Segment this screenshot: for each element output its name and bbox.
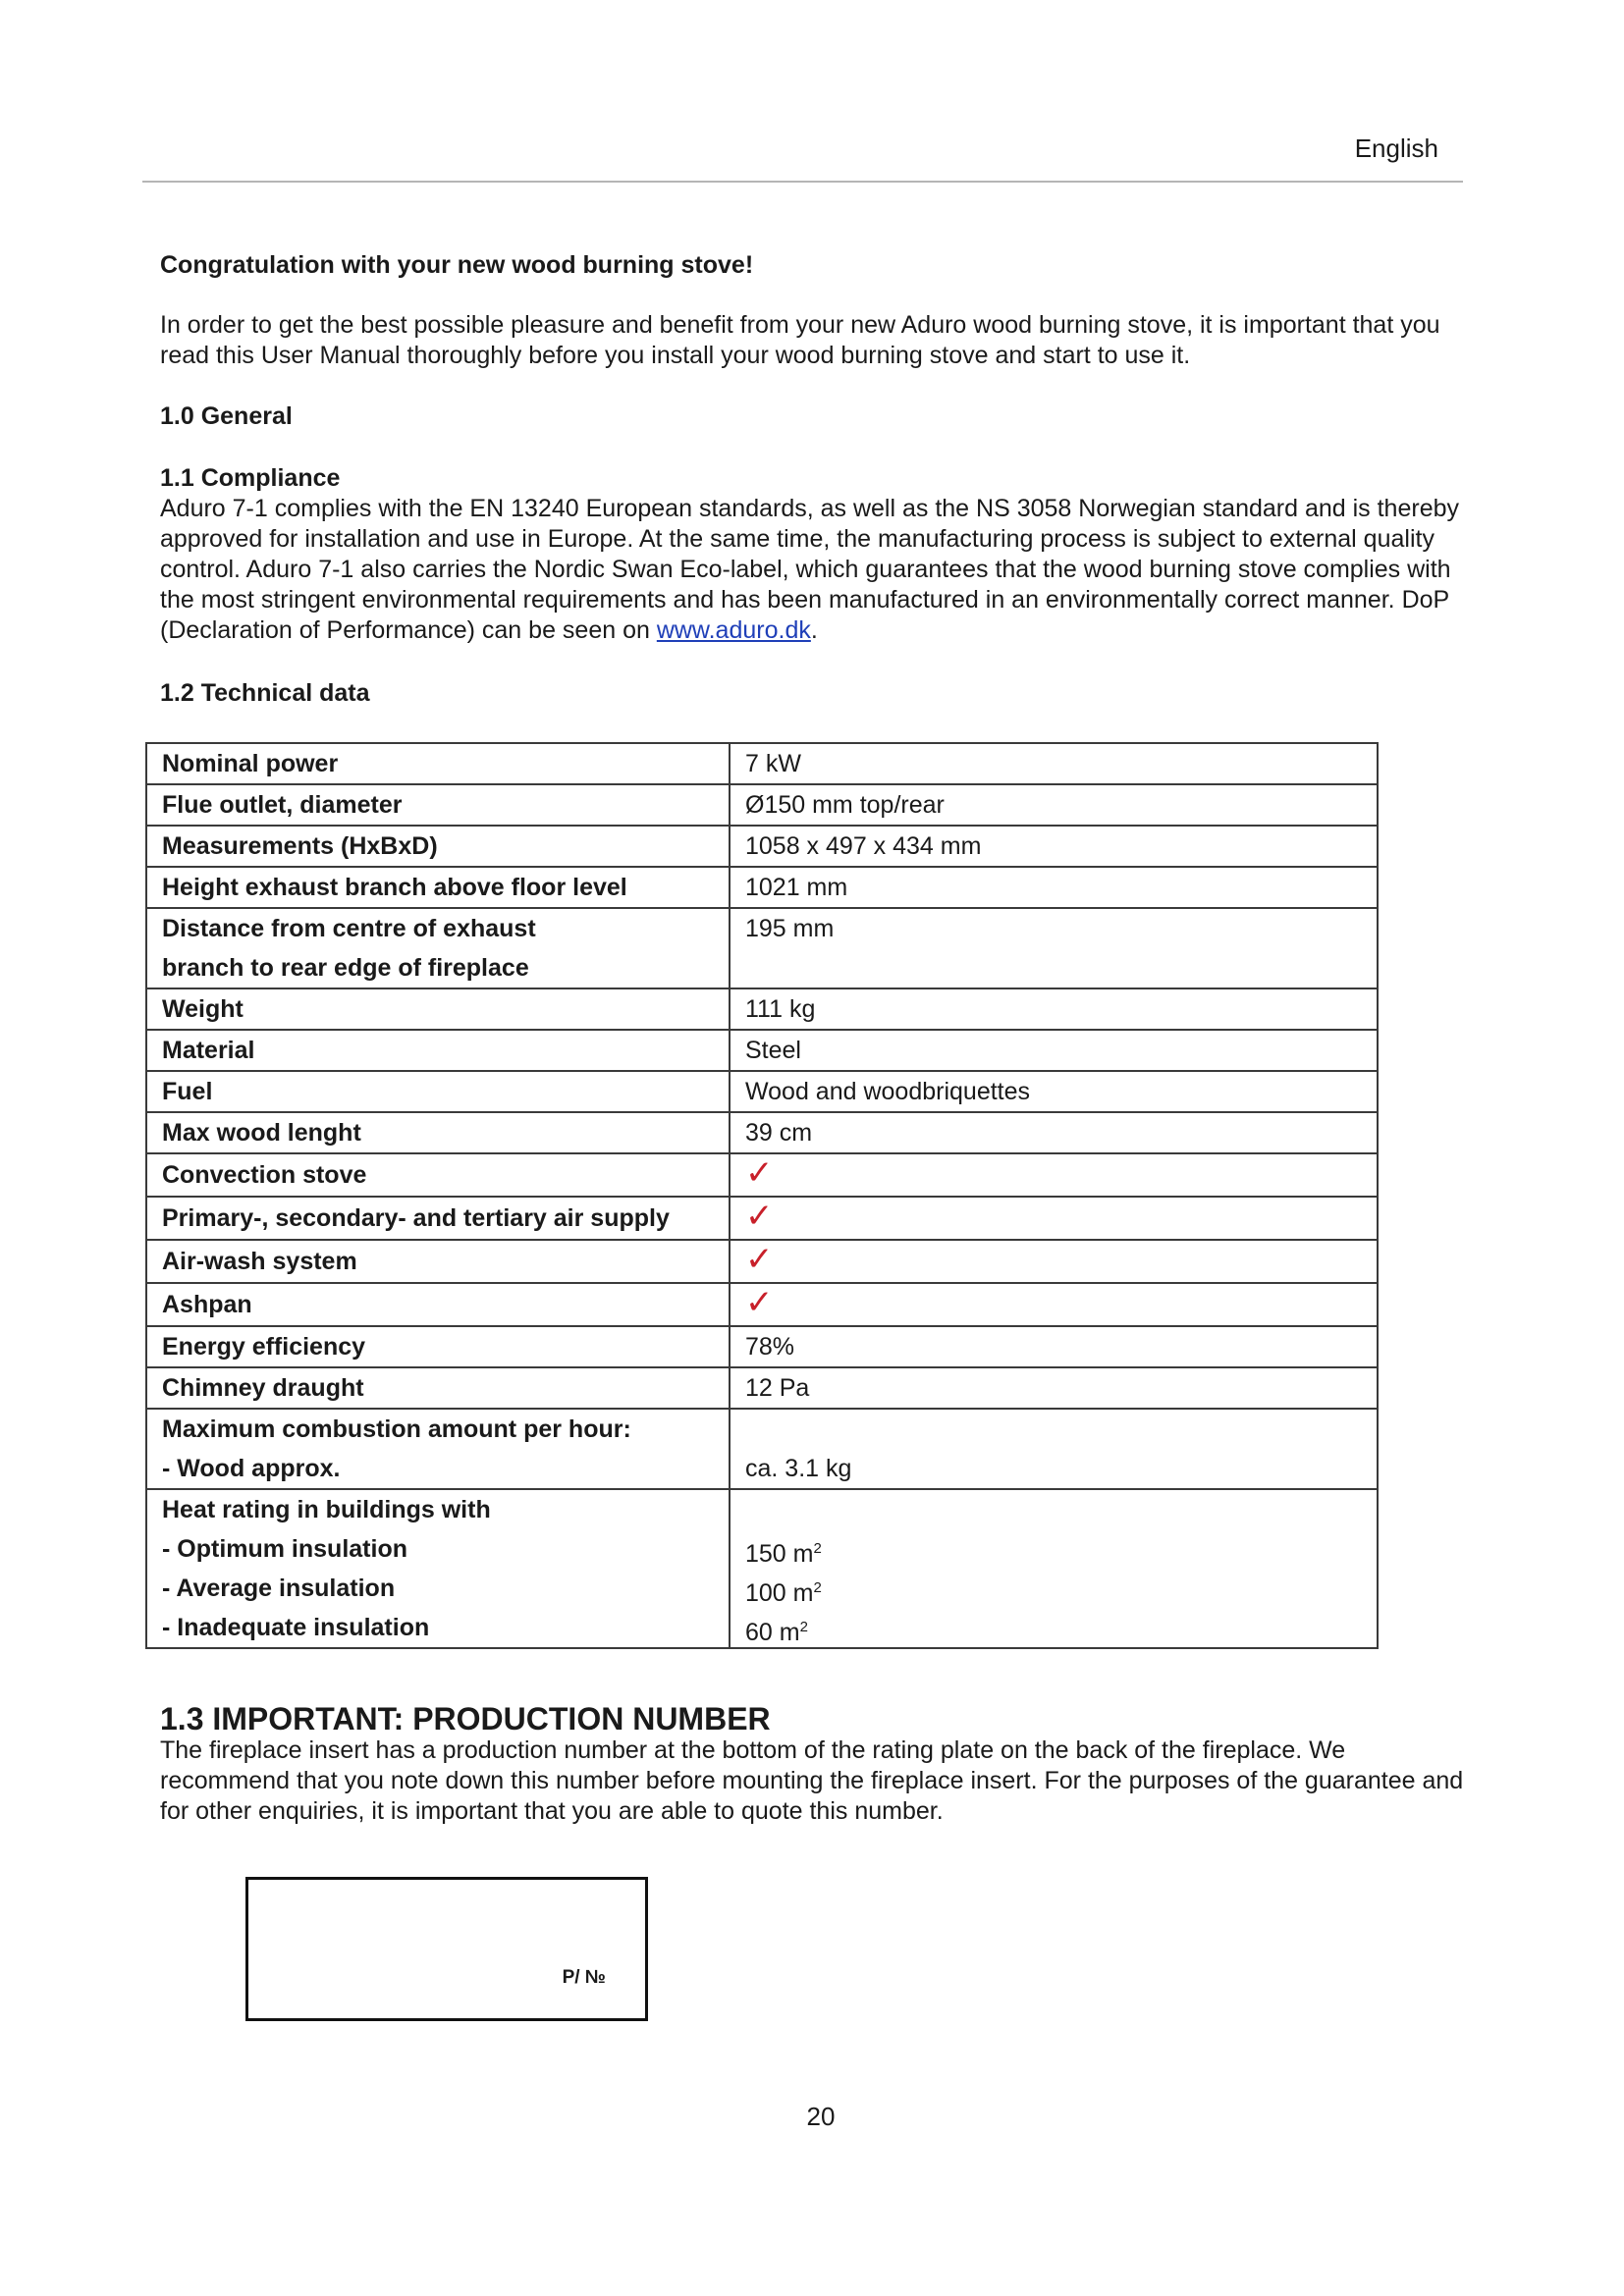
- header-language: English: [1354, 133, 1438, 163]
- production-number-paragraph: The fireplace insert has a production number at the bottom of the rating plate on the back of the fireplace. We recommend that you note down this number before mounting the fireplace insert. For the purposes of the guarantee and for other enquiries, it is important that you are able to quote this number.: [160, 1736, 1464, 1825]
- row-label: Flue outlet, diameter: [146, 784, 730, 826]
- row-value: 12 Pa: [730, 1367, 1378, 1409]
- table-row: [146, 1030, 1378, 1071]
- row-label: Height exhaust branch above floor level: [146, 867, 730, 908]
- compliance-paragraph: [160, 494, 1476, 646]
- intro-paragraph: In order to get the best possible pleasure and benefit from your new Aduro wood burning stove, it is important that you read this User Manual thoroughly before you install your wood burning stove and start to use it.: [160, 311, 1440, 369]
- row-value: 1021 mm: [730, 867, 1378, 908]
- row-label: Distance from centre of exhaust branch to rear edge of fireplace: [146, 908, 730, 988]
- section-general-heading: 1.0 General: [160, 402, 293, 430]
- combustion-value: [730, 1409, 1378, 1489]
- table-row: [146, 743, 1378, 784]
- heat-item-value: 100 $m^2$: [745, 1579, 822, 1607]
- row-label: Energy efficiency: [146, 1326, 730, 1367]
- table-row: [146, 908, 1378, 988]
- heat-rating-heading: Heat rating in buildings with: [162, 1496, 491, 1523]
- combustion-label-line2: - Wood approx.: [162, 1455, 341, 1482]
- row-value: Ø150 mm top/rear: [730, 784, 1378, 826]
- table-row: [146, 1112, 1378, 1153]
- row-label: Ashpan: [146, 1283, 730, 1326]
- table-row: [146, 1197, 1378, 1240]
- table-row: [146, 826, 1378, 867]
- table-row: [146, 1153, 1378, 1197]
- heat-spacer: [745, 1490, 1377, 1529]
- row-value: Steel: [730, 1030, 1378, 1071]
- checkmark-icon: ✓: [745, 1154, 774, 1192]
- row-label: Max wood lenght: [146, 1112, 730, 1153]
- header-divider: [142, 181, 1463, 183]
- heat-item-value: 150 $m^2$: [745, 1540, 822, 1568]
- greeting-heading: Congratulation with your new wood burning stove!: [160, 251, 754, 279]
- production-number-label: P/ №: [562, 1967, 606, 1988]
- heat-item-label: - Inadequate insulation: [162, 1614, 430, 1641]
- row-value: Wood and woodbriquettes: [730, 1071, 1378, 1112]
- combustion-label-line1: Maximum combustion amount per hour:: [162, 1415, 631, 1443]
- table-row: [146, 1367, 1378, 1409]
- technical-data-heading: 1.2 Technical data: [160, 679, 370, 707]
- table-row: [146, 1489, 1378, 1648]
- page-number: 20: [806, 2102, 836, 2131]
- row-label: Nominal power: [146, 743, 730, 784]
- checkmark-icon: ✓: [745, 1284, 774, 1321]
- row-label: Weight: [146, 988, 730, 1030]
- table-row: [146, 1240, 1378, 1283]
- compliance-heading: 1.1 Compliance: [160, 464, 341, 492]
- row-value: 39 cm: [730, 1112, 1378, 1153]
- row-label: Chimney draught: [146, 1367, 730, 1409]
- row-value: 78%: [730, 1326, 1378, 1367]
- row-label: Convection stove: [146, 1153, 730, 1197]
- row-label: Material: [146, 1030, 730, 1071]
- table-row: [146, 1326, 1378, 1367]
- row-value: 1058 x 497 x 434 mm: [730, 826, 1378, 867]
- combustion-label: [146, 1409, 730, 1489]
- compliance-after: .: [810, 616, 818, 644]
- table-row: [146, 867, 1378, 908]
- heat-item-label: - Optimum insulation: [162, 1535, 407, 1563]
- aduro-link[interactable]: www.aduro.dk: [656, 616, 811, 644]
- row-value: [730, 1153, 1378, 1197]
- table-row: [146, 988, 1378, 1030]
- row-label: Fuel: [146, 1071, 730, 1112]
- row-value: 7 kW: [730, 743, 1378, 784]
- row-value: [730, 1283, 1378, 1326]
- row-value: [730, 1240, 1378, 1283]
- heat-item-value: 60 $m^2$: [745, 1619, 808, 1646]
- row-label: Primary-, secondary- and tertiary air supply: [146, 1197, 730, 1240]
- table-row: [146, 1283, 1378, 1326]
- heat-item-label: - Average insulation: [162, 1575, 396, 1602]
- checkmark-icon: ✓: [745, 1198, 774, 1235]
- production-number-heading: 1.3 IMPORTANT: PRODUCTION NUMBER: [160, 1701, 771, 1736]
- table-row: [146, 1071, 1378, 1112]
- row-value: 111 kg: [730, 988, 1378, 1030]
- compliance-text: Aduro 7-1 complies with the EN 13240 European standards, as well as the NS 3058 Norwegian standard and is thereby approved for installation and use in Europe. At the same time, the manufacturing process is subject to external quality control. Aduro 7-1 also carries the Nordic Swan Eco-label, which guarantees that the wood burning stove complies with the most stringent environmental requirements and has been manufactured in an environmentally correct manner. DoP (Declaration of Performance) can be seen on: [160, 495, 1459, 644]
- production-number-box: [245, 1877, 648, 2021]
- heat-rating-label: [146, 1489, 730, 1648]
- combustion-value-text: ca. 3.1 kg: [745, 1455, 852, 1482]
- heat-rating-values: [730, 1489, 1378, 1648]
- technical-data-table: [145, 742, 1379, 1649]
- checkmark-icon: ✓: [745, 1241, 774, 1278]
- row-label: Air-wash system: [146, 1240, 730, 1283]
- table-row: [146, 784, 1378, 826]
- table-row: [146, 1409, 1378, 1489]
- row-label: Measurements (HxBxD): [146, 826, 730, 867]
- row-value: [730, 1197, 1378, 1240]
- row-value: 195 mm: [730, 908, 1378, 988]
